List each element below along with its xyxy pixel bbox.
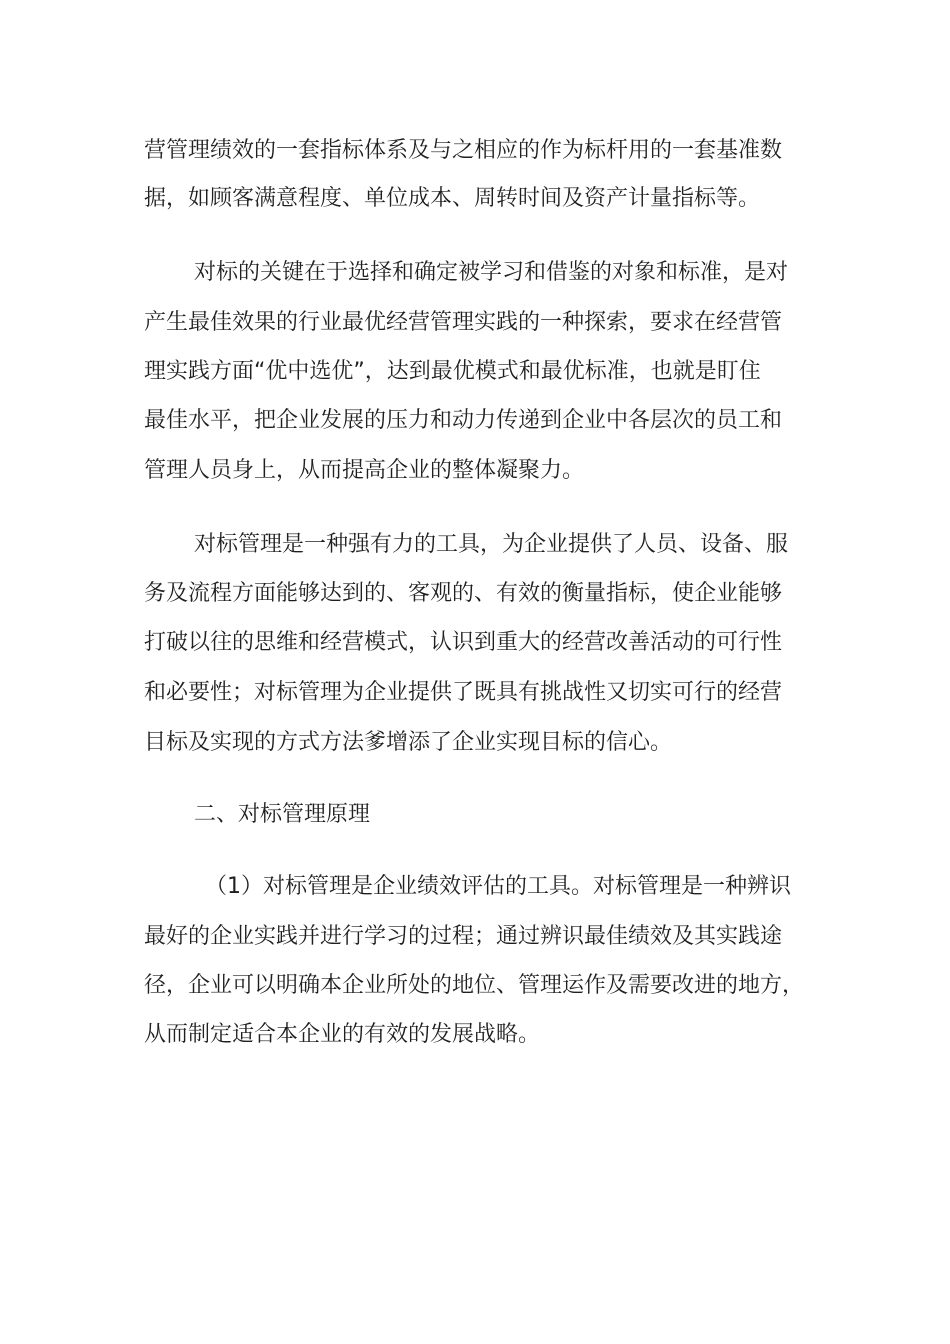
paragraph-line: 对标的关键在于选择和确定被学习和借鉴的对象和标准，是对 xyxy=(194,260,789,285)
paragraph-line: 目标及实现的方式方法爹增添了企业实现目标的信心。 xyxy=(144,730,673,755)
paragraph-line: 据，如顾客满意程度、单位成本、周转时间及资产计量指标等。 xyxy=(144,186,761,211)
paragraph-line: 径，企业可以明确本企业所处的地位、管理运作及需要改进的地方， xyxy=(144,973,805,998)
paragraph-line: 理实践方面“优中选优”，达到最优模式和最优标准，也就是盯住 xyxy=(144,359,761,384)
paragraph-line: 最好的企业实践并进行学习的过程；通过辨识最佳绩效及其实践途 xyxy=(144,924,783,949)
paragraph-line: 产生最佳效果的行业最优经营管理实践的一种探索，要求在经营管 xyxy=(144,310,783,335)
paragraph-line: （1）对标管理是企业绩效评估的工具。对标管理是一种辨识 xyxy=(205,874,791,899)
paragraph-line: 营管理绩效的一套指标体系及与之相应的作为标杆用的一套基准数 xyxy=(144,138,783,163)
paragraph-line: 打破以往的思维和经营模式，认识到重大的经营改善活动的可行性 xyxy=(144,630,783,655)
paragraph-line: 务及流程方面能够达到的、客观的、有效的衡量指标，使企业能够 xyxy=(144,581,783,606)
paragraph-line: 从而制定适合本企业的有效的发展战略。 xyxy=(144,1022,541,1047)
paragraph-line: 和必要性；对标管理为企业提供了既具有挑战性又切实可行的经营 xyxy=(144,680,783,705)
paragraph-line: 对标管理是一种强有力的工具，为企业提供了人员、设备、服 xyxy=(194,532,789,557)
paragraph-line: 最佳水平，把企业发展的压力和动力传递到企业中各层次的员工和 xyxy=(144,408,783,433)
paragraph-line: 管理人员身上，从而提高企业的整体凝聚力。 xyxy=(144,458,585,483)
section-heading: 二、对标管理原理 xyxy=(194,802,371,827)
